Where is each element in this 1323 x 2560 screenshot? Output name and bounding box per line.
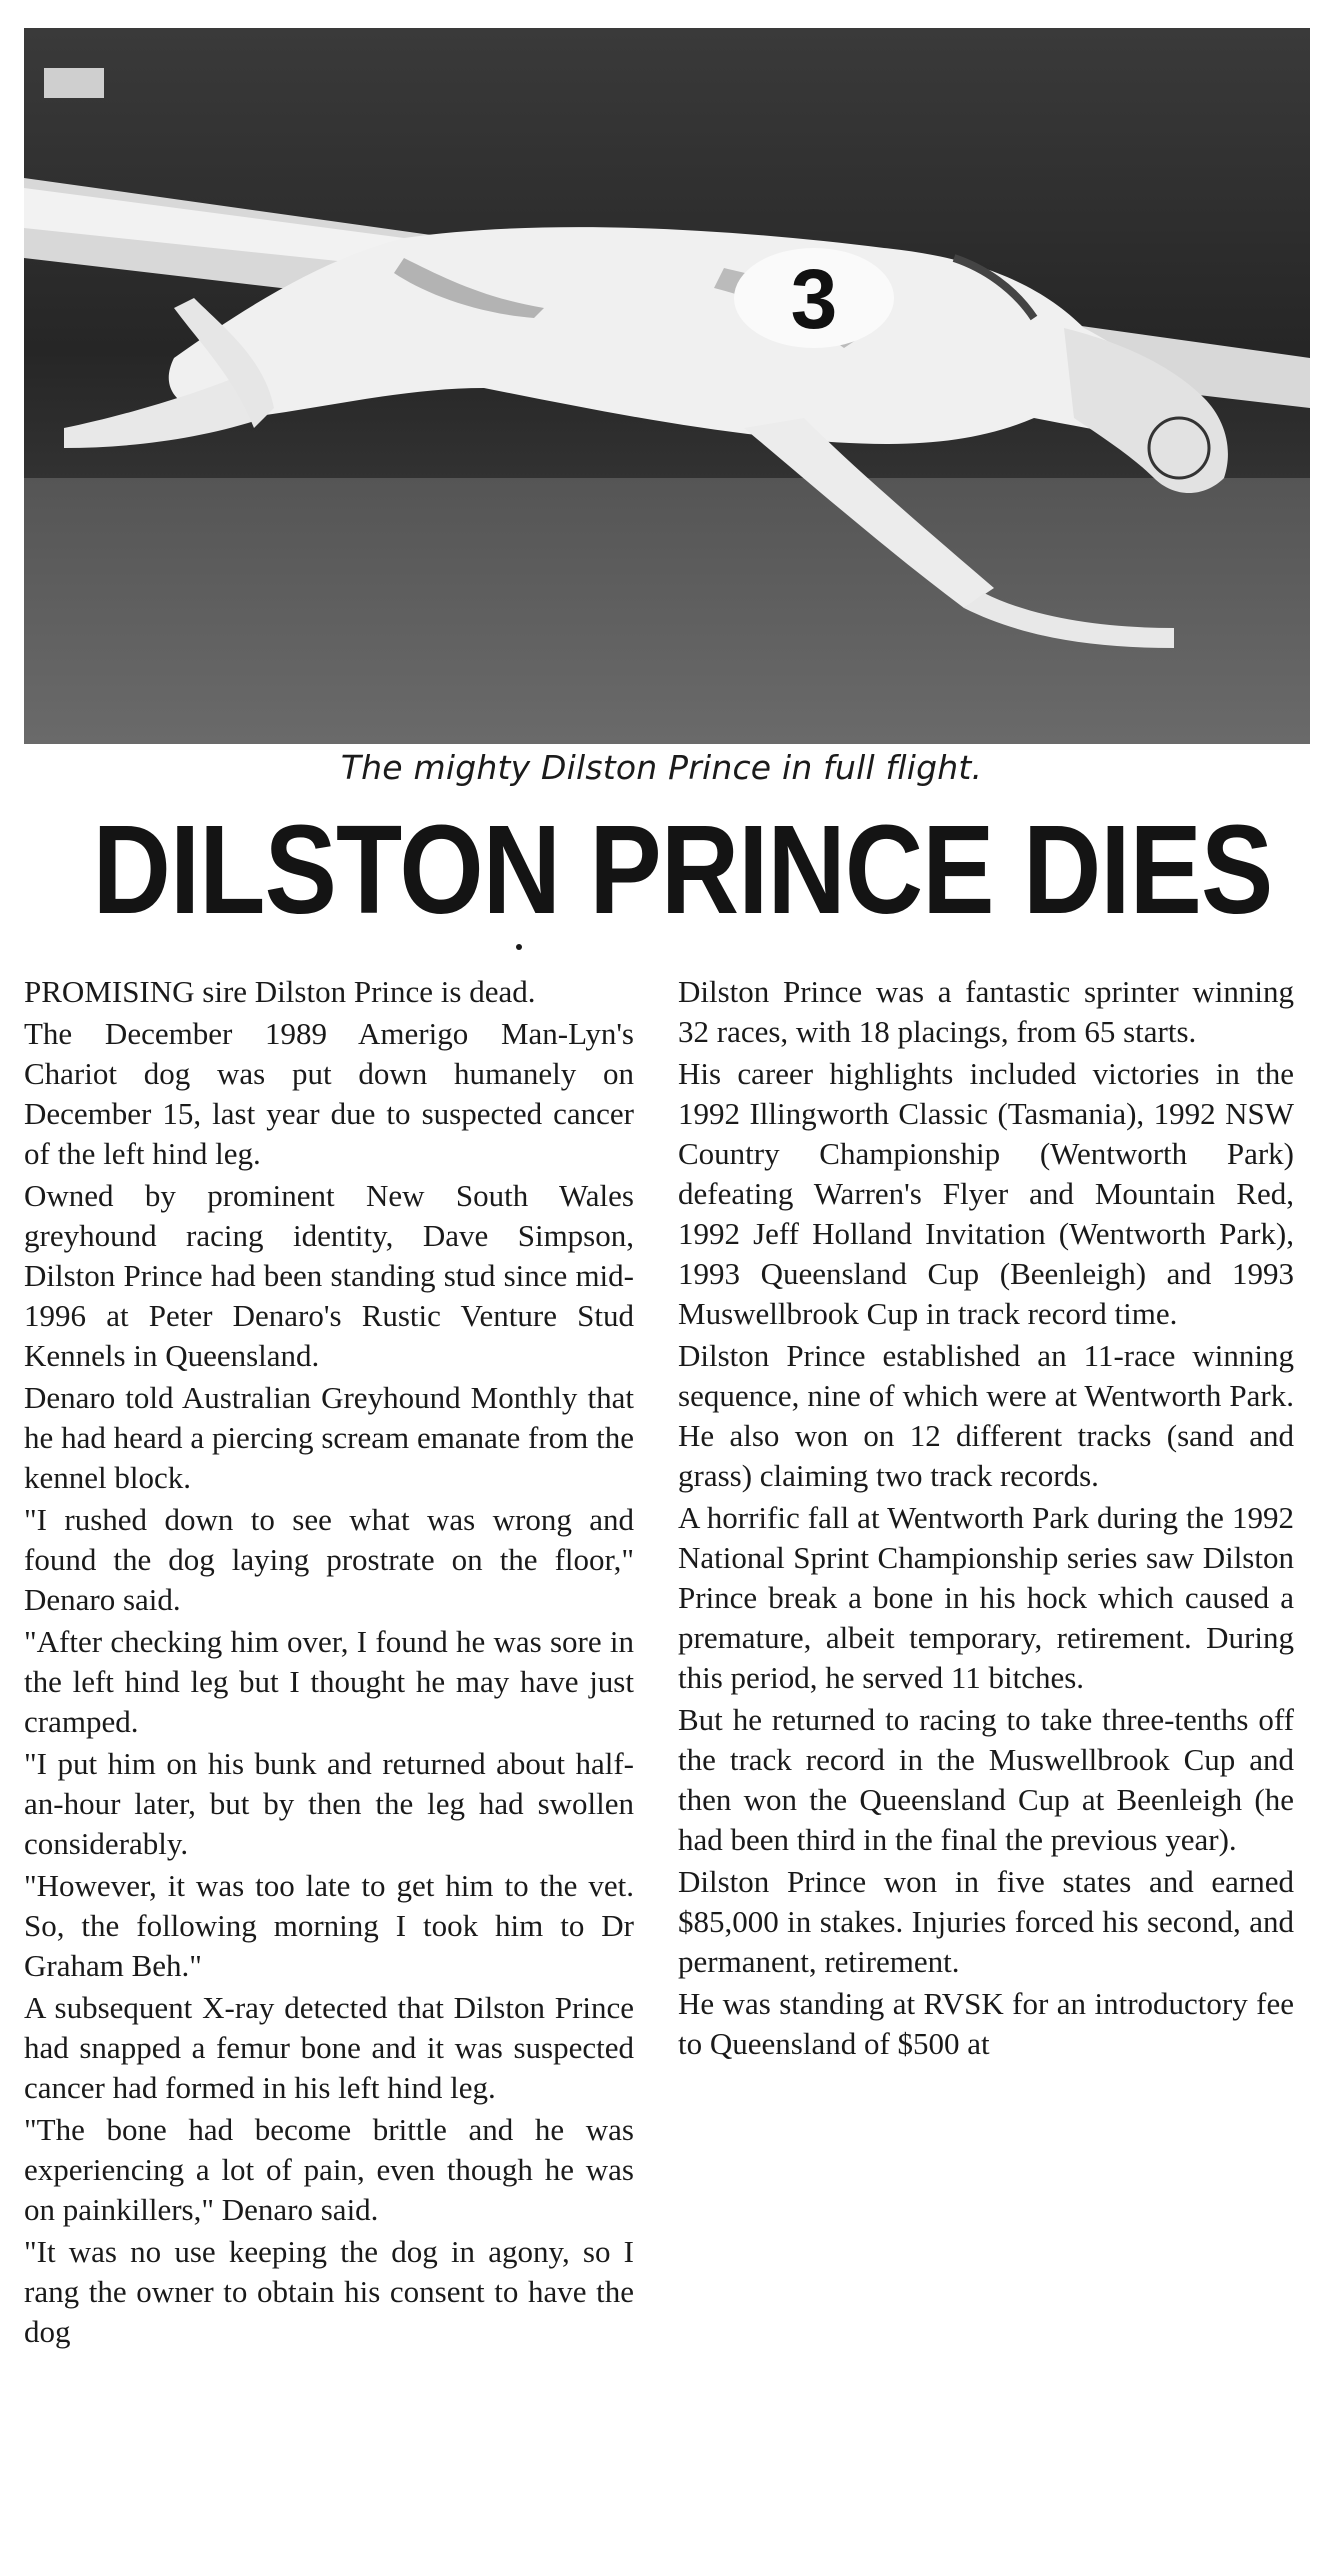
paragraph: The December 1989 Amerigo Man-Lyn's Chariot dog was put down humanely on December 15, last year due to suspected cancer of the left hind leg. xyxy=(24,1016,634,1171)
paragraph: "It was no use keeping the dog in agony, so I rang the owner to obtain his consent to have the dog xyxy=(24,2234,634,2349)
paragraph: "I rushed down to see what was wrong and found the dog laying prostrate on the floor," Denaro said. xyxy=(24,1502,634,1617)
greyhound-photo xyxy=(24,28,1310,744)
separator-dot xyxy=(516,944,522,950)
paragraph: He was standing at RVSK for an introductory fee to Queensland of $500 at xyxy=(678,1986,1294,2061)
paragraph: His career highlights included victories in the 1992 Illingworth Classic (Tasmania), 1992 NSW Country Championship (Wentworth Park) defeating Warren's Flyer and Mountain Red, 1992 Jeff Holland Invitation (Wentworth Park), 1993 Queensland Cup (Beenleigh) and 1993 Muswellbrook Cup in track record time. xyxy=(678,1056,1294,1331)
paragraph: A subsequent X-ray detected that Dilston Prince had snapped a femur bone and it was suspected cancer had formed in his left hind leg. xyxy=(24,1990,634,2105)
photo-caption: The mighty Dilston Prince in full flight. xyxy=(340,748,983,787)
svg-text:3: 3 xyxy=(790,252,838,346)
paragraph: A horrific fall at Wentworth Park during the 1992 National Sprint Championship series saw Dilston Prince break a bone in his hock which caused a premature, albeit temporary, retirement. During this period, he served 11 bitches. xyxy=(678,1500,1294,1695)
article-left-column xyxy=(24,972,634,2354)
paragraph: Dilston Prince was a fantastic sprinter winning 32 races, with 18 placings, from 65 starts. xyxy=(678,974,1294,1049)
paragraph: But he returned to racing to take three-tenths off the track record in the Muswellbrook Cup and then won the Queensland Cup at Beenleigh (he had been third in the final the previous year). xyxy=(678,1702,1294,1857)
paragraph: PROMISING sire Dilston Prince is dead. xyxy=(24,974,536,1009)
paragraph: "The bone had become brittle and he was experiencing a lot of pain, even though he was on painkillers," Denaro said. xyxy=(24,2112,634,2227)
greyhound-racing-photo-icon xyxy=(24,28,1310,744)
paragraph: Owned by prominent New South Wales greyhound racing identity, Dave Simpson, Dilston Prince had been standing stud since mid-1996 at Peter Denaro's Rustic Venture Stud Kennels in Queensland. xyxy=(24,1178,634,1373)
paragraph: Denaro told Australian Greyhound Monthly that he had heard a piercing scream emanate from the kennel block. xyxy=(24,1380,634,1495)
paragraph: Dilston Prince established an 11-race winning sequence, nine of which were at Wentworth Park. He also won on 12 different tracks (sand and grass) claiming two track records. xyxy=(678,1338,1294,1493)
paragraph: "However, it was too late to get him to the vet. So, the following morning I took him to Dr Graham Beh." xyxy=(24,1868,634,1983)
paragraph: "I put him on his bunk and returned about half-an-hour later, but by then the leg had swollen considerably. xyxy=(24,1746,634,1861)
article-right-column xyxy=(678,972,1294,2066)
paragraph: Dilston Prince won in five states and earned $85,000 in stakes. Injuries forced his second, and permanent, retirement. xyxy=(678,1864,1294,1979)
paragraph: "After checking him over, I found he was sore in the left hind leg but I thought he may have just cramped. xyxy=(24,1624,634,1739)
headline: DILSTON PRINCE DIES xyxy=(92,799,1273,940)
